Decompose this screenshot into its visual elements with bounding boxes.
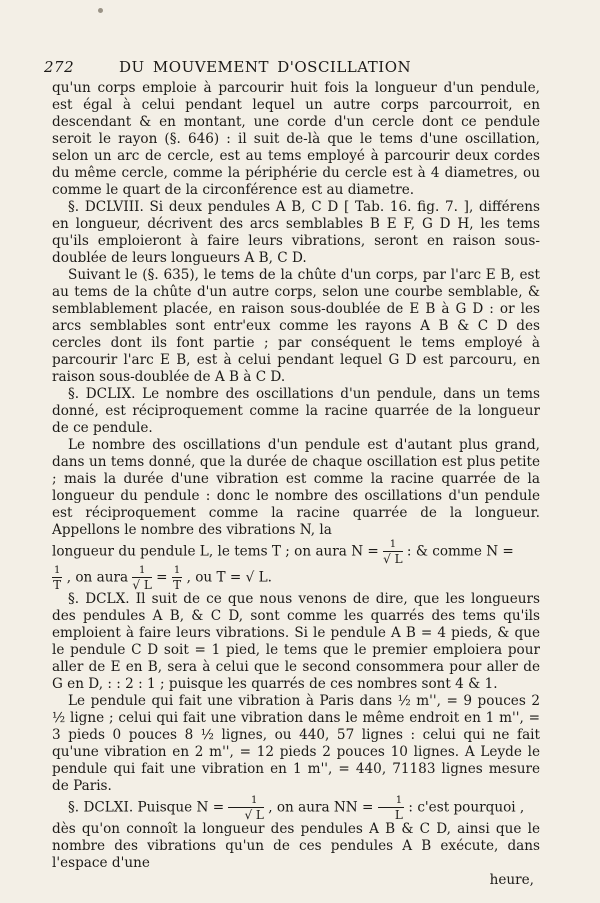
paragraph-proof-dclviii: Suivant le (§. 635), le tems de la chûte d'un corps, par l'arc E B, est au tems de la chûte d'un autre corps, selon une courbe semblable, & semblablement placée, en raison sous-doublée de E B à G D : or les arcs semblables sont entr'eux comme les rayons A B & C D des cercles dont ils font partie ; par conséquent le tems employé à parcourir l'arc E B, est à celui pendant lequel G D est parcouru, en raison sous-doublée de A B à C D. <box>52 267 540 385</box>
formula-2-tail: , ou T = √ L. <box>186 569 272 586</box>
body-text <box>52 80 540 889</box>
fraction-numerator: 1 <box>378 795 404 808</box>
fraction-denominator: √ L <box>244 808 264 822</box>
page-number: 272 <box>44 58 75 76</box>
fraction-denominator: T <box>173 578 182 592</box>
fraction-denominator: √ L <box>383 552 403 566</box>
paragraph-final: dès qu'on connoît la longueur des pendules A B & C D, ainsi que le nombre des vibrations qu'un de ces pendules A B exécute, dans l'espace d'une <box>52 821 540 871</box>
catchword: heure, <box>489 872 534 888</box>
fraction-denominator: T <box>53 578 62 592</box>
formula-line-1 <box>52 539 540 565</box>
fraction-denominator: √ L <box>132 578 152 592</box>
formula-3-mid: , on aura NN = <box>268 799 374 816</box>
fraction-numerator: 1 <box>383 539 402 552</box>
formula-1-lead: longueur du pendule L, le tems T ; on aura N = <box>52 543 379 560</box>
fraction-numerator: 1 <box>228 795 263 808</box>
formula-3-lead: §. DCLXI. Puisque N = <box>68 799 225 816</box>
fraction-denominator: L <box>394 808 403 822</box>
fraction-1-over-l <box>378 795 404 821</box>
equals-sign: = <box>156 569 168 586</box>
ink-speck <box>98 8 103 13</box>
fraction-numerator: 1 <box>54 565 61 576</box>
running-title: DU MOUVEMENT D'OSCILLATION <box>119 58 412 76</box>
fraction-1-over-t <box>52 565 62 591</box>
fraction-1-over-root-l <box>383 539 402 565</box>
formula-line-3 <box>52 795 540 821</box>
fraction-1-over-root-l <box>228 795 263 821</box>
fraction-1-over-t <box>172 565 182 591</box>
paragraph-proof-dclix: Le nombre des oscillations d'un pendule est d'autant plus grand, dans un tems donné, que la durée de chaque oscillation est plus petite ; mais la durée d'une vibration est comme la racine quarrée de la longueur du pendule : donc le nombre des oscillations d'un pendule est réciproquement comme la racine quarrée de la longueur. Appellons le nombre des vibrations N, la <box>52 437 540 538</box>
running-header <box>44 58 556 80</box>
formula-3-tail: : c'est pourquoi , <box>408 799 525 816</box>
formula-2-text: , on aura <box>66 569 129 586</box>
fraction-numerator: 1 <box>132 565 151 578</box>
paragraph-dclviii: §. DCLVIII. Si deux pendules A B, C D [ Tab. 16. fig. 7. ], différens en longueur, décrivent des arcs semblables B E F, G D H, les tems qu'ils emploieront à faire leurs vibrations, seront en raison sous-doublée de leurs longueurs A B, C D. <box>52 199 540 266</box>
paragraph-dclix: §. DCLIX. Le nombre des oscillations d'un pendule, dans un tems donné, est réciproquement comme la racine quarrée de la longueur de ce pendule. <box>52 386 540 436</box>
fraction-1-over-root-l <box>132 565 151 591</box>
paragraph-pendulum-lengths: Le pendule qui fait une vibration à Paris dans ½ m'', = 9 pouces 2 ½ ligne ; celui qui fait une vibration dans le même endroit en 1 m'', = 3 pieds 0 pouces 8 ½ lignes, ou 440, 57 lignes : celui qui ne fait qu'une vibration en 2 m'', = 12 pieds 2 pouces 10 lignes. A Leyde le pendule qui fait une vibration en 1 m'', = 440, 71183 lignes mesure de Paris. <box>52 693 540 794</box>
paragraph-continuation: qu'un corps emploie à parcourir huit fois la longueur d'un pendule, est égal à celui pendant lequel un autre corps parcourroit, en descendant & en montant, une corde d'un cercle dont ce pendule seroit le rayon (§. 646) : il suit de-là que le tems d'une oscillation, selon un arc de cercle, est au tems employé à parcourir deux cordes du même cercle, comme la périphérie du cercle est à 4 diametres, ou comme le quart de la circonférence est au diametre. <box>52 80 540 198</box>
formula-line-2 <box>52 565 540 591</box>
formula-1-mid: : & comme N = <box>406 543 514 560</box>
paragraph-dclx: §. DCLX. Il suit de ce que nous venons de dire, que les longueurs des pendules A B, & C D, sont comme les quarrés des tems qu'ils emploient à faire leurs vibrations. Si le pendule A B = 4 pieds, & que le pendule C D soit = 1 pied, le tems que le premier emploiera pour aller de E en B, sera à celui que le second consommera pour aller de G en D, : : 2 : 1 ; puisque les quarrés de ces nombres sont 4 & 1. <box>52 591 540 692</box>
fraction-numerator: 1 <box>173 565 181 576</box>
